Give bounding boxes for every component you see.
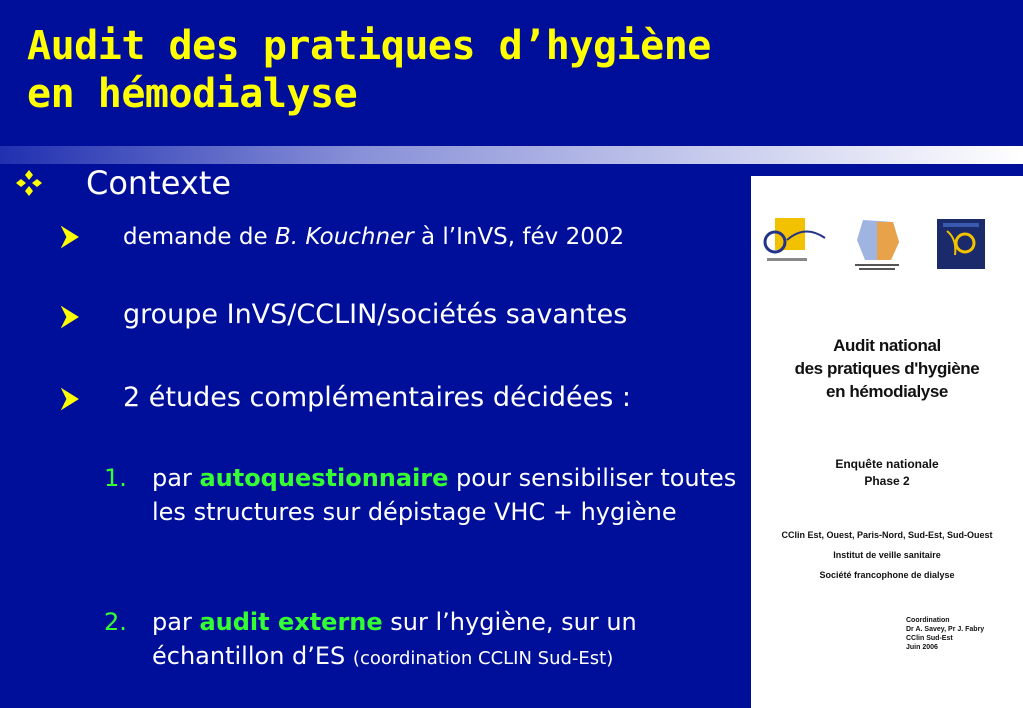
cclin-logo-icon <box>759 216 829 266</box>
kouchner-name: B. Kouchner <box>274 224 414 250</box>
subpoint-studies: 2 études complémentaires décidées : <box>123 382 632 413</box>
study-item-1: par autoquestionnaire pour sensibiliser toutes les structures sur dépistage VHC + hygiène <box>152 464 737 526</box>
highlight-audit-externe: audit externe <box>199 608 383 636</box>
coordination-note: (coordination CCLIN Sud-Est) <box>352 648 614 669</box>
report-cover-image <box>751 176 1023 708</box>
diamond-bullet-icon <box>14 168 44 198</box>
item-number-1: 1. <box>104 464 127 492</box>
report-organizations: CClin Est, Ouest, Paris-Nord, Sud-Est, Sud-Ouest Institut de veille sanitaire Société francophone de dialyse <box>781 530 993 580</box>
study-item-2: par audit externe sur l’hygiène, sur un échantillon d’ES (coordination CCLIN Sud-Est) <box>152 608 637 670</box>
invs-logo-icon <box>849 216 905 272</box>
report-coordination: Coordination Dr A. Savey, Pr J. Fabry CClin Sud-Est Juin 2006 <box>906 617 985 651</box>
arrow-bullet-icon <box>60 305 80 329</box>
report-subtitle: Enquête nationale Phase 2 <box>835 457 939 488</box>
section-heading: Contexte <box>86 164 232 202</box>
arrow-bullet-icon <box>60 225 80 249</box>
arrow-bullet-icon <box>60 387 80 411</box>
slide-title <box>27 22 711 118</box>
item-number-2: 2. <box>104 608 127 636</box>
highlight-autoquestionnaire: autoquestionnaire <box>199 464 449 492</box>
subpoint-request: demande de B. Kouchner à l’InVS, fév 2002 <box>123 224 625 250</box>
slide-title-line-1: Audit des pratiques d’hygiène <box>27 23 711 69</box>
slide-title-line-2: en hémodialyse <box>27 71 358 117</box>
report-title: Audit national des pratiques d'hygiène en hémodialyse <box>794 336 980 401</box>
sfd-logo-icon <box>937 219 985 269</box>
subpoint-group: groupe InVS/CCLIN/sociétés savantes <box>123 299 628 330</box>
